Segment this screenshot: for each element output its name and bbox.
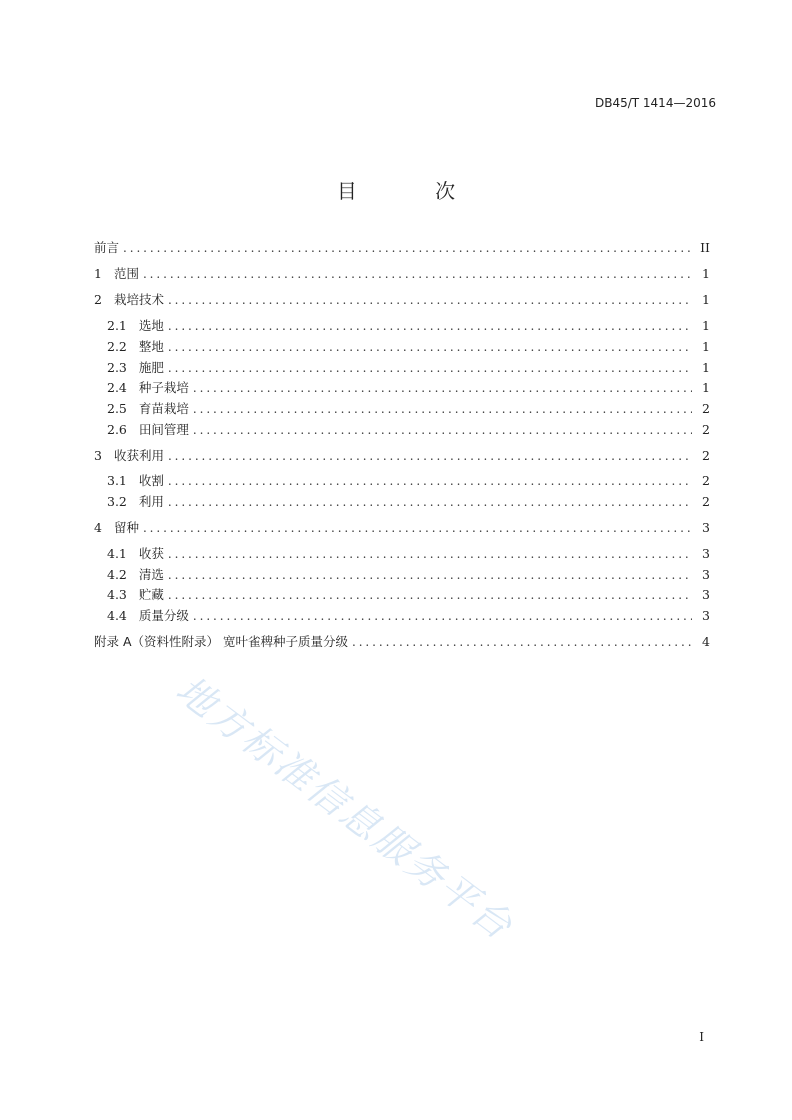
toc-dot-leader [193, 399, 692, 419]
toc-dot-leader [168, 585, 692, 605]
toc-entry-number: 3.2 [107, 494, 127, 509]
toc-entry-label: 范围 [113, 266, 139, 281]
toc-entry-number: 2 [94, 292, 102, 307]
toc-dot-leader [193, 420, 692, 440]
page-number: I [699, 1030, 704, 1044]
toc-entry-page: 1 [702, 318, 710, 333]
toc-entry-page: 4 [702, 634, 710, 649]
toc-entry[interactable] [94, 518, 710, 538]
toc-dot-leader [123, 238, 692, 258]
toc-entry-number: 2.1 [107, 318, 127, 333]
toc-entry-page: 3 [702, 608, 710, 623]
toc-entry-page: 2 [702, 473, 710, 488]
toc-entry-page: 2 [702, 401, 710, 416]
toc-entry-label: 前言 [94, 240, 120, 255]
toc-entry-number: 2.2 [107, 339, 127, 354]
toc-entry-label: 整地 [138, 339, 164, 354]
toc-entry-number: 4.4 [107, 608, 127, 623]
toc-entry-number: 3 [94, 448, 102, 463]
toc-entry-page: 3 [702, 567, 710, 582]
toc-entry-label: 收获 [138, 546, 164, 561]
toc-entry[interactable] [94, 264, 710, 284]
toc-entry-label: 贮藏 [138, 587, 164, 602]
toc-entry[interactable] [107, 378, 710, 398]
toc-entry[interactable] [94, 632, 710, 652]
toc-entry-page: 2 [702, 422, 710, 437]
toc-dot-leader [168, 544, 692, 564]
toc-entry[interactable] [107, 544, 710, 564]
toc-dot-leader [168, 492, 692, 512]
toc-dot-leader [168, 446, 692, 466]
toc-entry[interactable] [107, 492, 710, 512]
toc-entry-label: 收获利用 [113, 448, 164, 463]
toc-entry-page: 3 [702, 587, 710, 602]
toc-entry-label: 育苗栽培 [138, 401, 189, 416]
toc-dot-leader [168, 337, 692, 357]
toc-entry[interactable] [107, 337, 710, 357]
toc-entry[interactable] [94, 290, 710, 310]
toc-dot-leader [168, 471, 692, 491]
toc-entry[interactable] [107, 358, 710, 378]
toc-entry-number: 4.3 [107, 587, 127, 602]
toc-entry-number: 2.4 [107, 380, 127, 395]
toc-dot-leader [193, 606, 692, 626]
toc-entry-number: 4 [94, 520, 102, 535]
toc-entry-label: 田间管理 [138, 422, 189, 437]
toc-entry-label: 利用 [138, 494, 164, 509]
toc-dot-leader [193, 378, 692, 398]
toc-entry-label: 栽培技术 [113, 292, 164, 307]
toc-entry-label: 清选 [138, 567, 164, 582]
toc-entry-page: 2 [702, 448, 710, 463]
toc-dot-leader [143, 264, 692, 284]
toc-entry-number: 4.2 [107, 567, 127, 582]
toc-dot-leader [143, 518, 692, 538]
toc-entry-label: 选地 [138, 318, 164, 333]
toc-entry-label: 质量分级 [138, 608, 189, 623]
toc-dot-leader [168, 316, 692, 336]
toc-entry-number: 3.1 [107, 473, 127, 488]
toc-dot-leader [168, 565, 692, 585]
toc-entry-number: 2.3 [107, 360, 127, 375]
toc-entry-number: 1 [94, 266, 102, 281]
document-code: DB45/T 1414—2016 [594, 96, 716, 110]
toc-entry-page: 1 [702, 360, 710, 375]
toc-entry-page: 3 [702, 546, 710, 561]
toc-entry[interactable] [107, 471, 710, 491]
toc-entry[interactable] [107, 606, 710, 626]
toc-entry[interactable] [94, 238, 710, 258]
watermark: 地方标准信息服务平台 [168, 667, 523, 950]
toc-entry-page: II [700, 240, 710, 255]
toc-dot-leader [352, 632, 692, 652]
toc-entry-page: 3 [702, 520, 710, 535]
toc-entry[interactable] [107, 565, 710, 585]
toc-entry-number: 2.6 [107, 422, 127, 437]
toc-entry-page: 1 [702, 380, 710, 395]
toc-entry-number: 4.1 [107, 546, 127, 561]
toc-entry[interactable] [107, 420, 710, 440]
toc-entry-label: 施肥 [138, 360, 164, 375]
toc-entry[interactable] [107, 316, 710, 336]
toc-entry-page: 2 [702, 494, 710, 509]
toc-entry[interactable] [107, 585, 710, 605]
toc-entry-page: 1 [702, 339, 710, 354]
toc-entry[interactable] [107, 399, 710, 419]
toc-entry[interactable] [94, 446, 710, 466]
toc-entry-page: 1 [702, 292, 710, 307]
toc-dot-leader [168, 290, 692, 310]
toc-entry-label: 留种 [113, 520, 139, 535]
toc-entry-label: 附录 A（资料性附录） 宽叶雀稗种子质量分级 [94, 634, 348, 649]
toc-entry-page: 1 [702, 266, 710, 281]
toc-dot-leader [168, 358, 692, 378]
toc-entry-label: 收割 [138, 473, 164, 488]
toc-title: 目 次 [336, 179, 492, 203]
toc-entry-label: 种子栽培 [138, 380, 189, 395]
toc-entry-number: 2.5 [107, 401, 127, 416]
